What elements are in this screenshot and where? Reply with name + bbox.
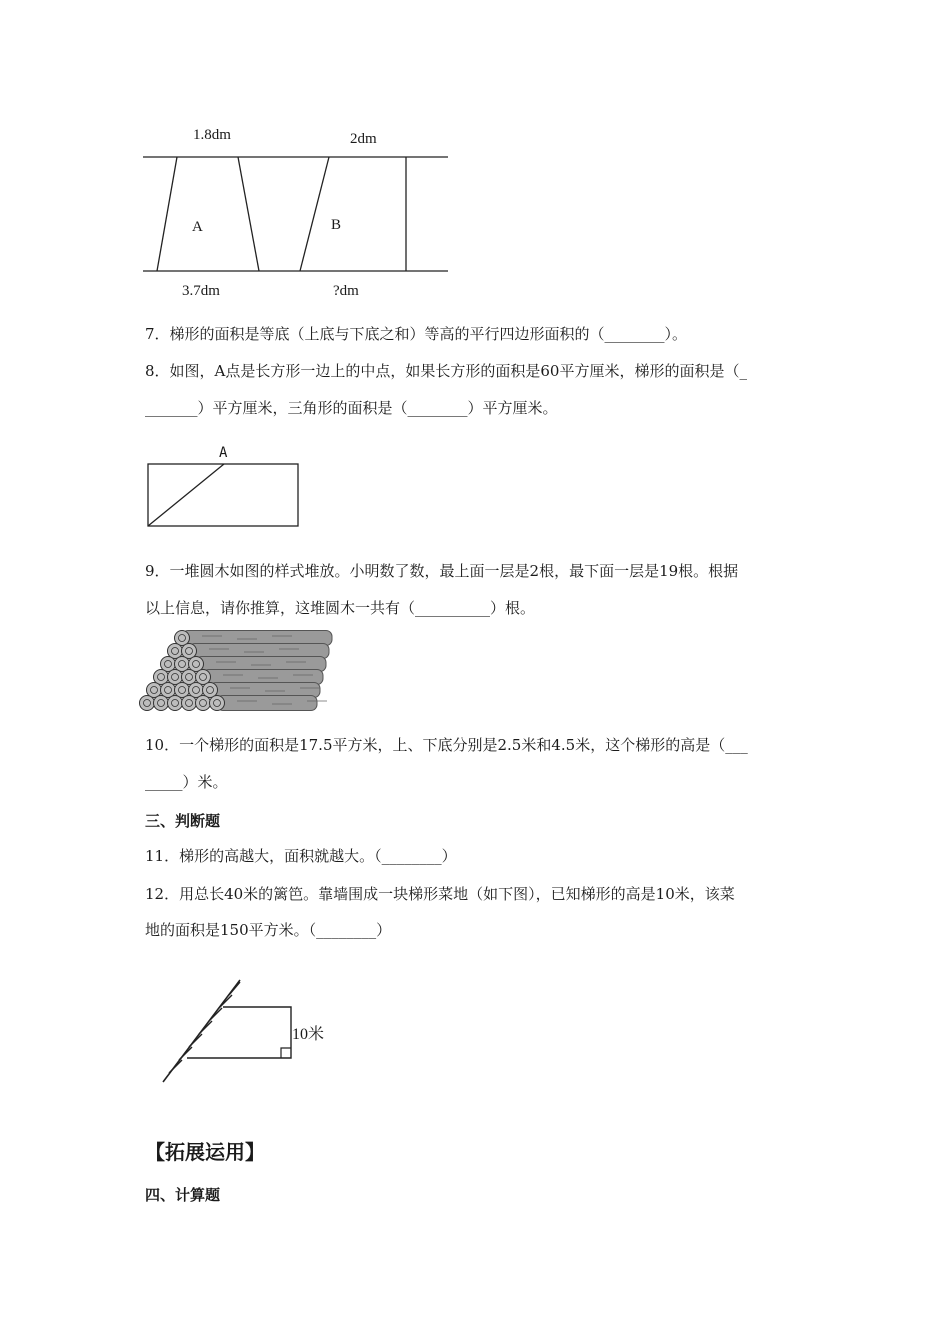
question-8-line-2: _______）平方厘米，三角形的面积是（________）平方厘米。 <box>145 399 558 417</box>
trapezoid-a-label: A <box>192 219 203 235</box>
trapezoid-b-bottom-label: ?dm <box>333 283 359 299</box>
right-angle-mark <box>281 1048 291 1058</box>
trapezoid-b-label: B <box>331 217 342 233</box>
question-10-line-1: 10．一个梯形的面积是17.5平方米，上、下底分别是2.5米和4.5米，这个梯形的高是（___ <box>145 736 748 754</box>
question-9-line-1: 9．一堆圆木如图的样式堆放。小明数了数，最上面一层是2根，最下面一层是19根。根据 <box>145 562 739 580</box>
question-7: 7．梯形的面积是等底（上底与下底之和）等高的平行四边形面积的（________）。 <box>145 325 688 343</box>
fence-outline <box>187 1007 291 1058</box>
point-a-label: A <box>219 445 228 461</box>
section-4-title: 四、计算题 <box>145 1186 221 1204</box>
question-12-line-1: 12．用总长40米的篱笆。靠墙围成一块梯形菜地（如下图），已知梯形的高是10米，该菜 <box>145 885 735 903</box>
question-11: 11．梯形的高越大，面积就越大。（________） <box>145 847 457 865</box>
question-8-line-1: 8．如图，A点是长方形一边上的中点，如果长方形的面积是60平方厘米，梯形的面积是（_ <box>145 362 747 380</box>
trapezoid-b-top-label: 2dm <box>350 131 377 147</box>
height-label: 10米 <box>292 1026 325 1043</box>
section-3-title: 三、判断题 <box>145 812 221 830</box>
extension-title: 【拓展运用】 <box>145 1140 265 1164</box>
question-12-line-2: 地的面积是150平方米。（________） <box>145 921 392 939</box>
trapezoid-a-top-label: 1.8dm <box>193 127 231 143</box>
question-9-line-2: 以上信息，请你推算，这堆圆木一共有（__________）根。 <box>145 599 536 617</box>
trapezoid-a-bottom-label: 3.7dm <box>182 283 220 299</box>
question-10-line-2: _____）米。 <box>145 773 228 791</box>
